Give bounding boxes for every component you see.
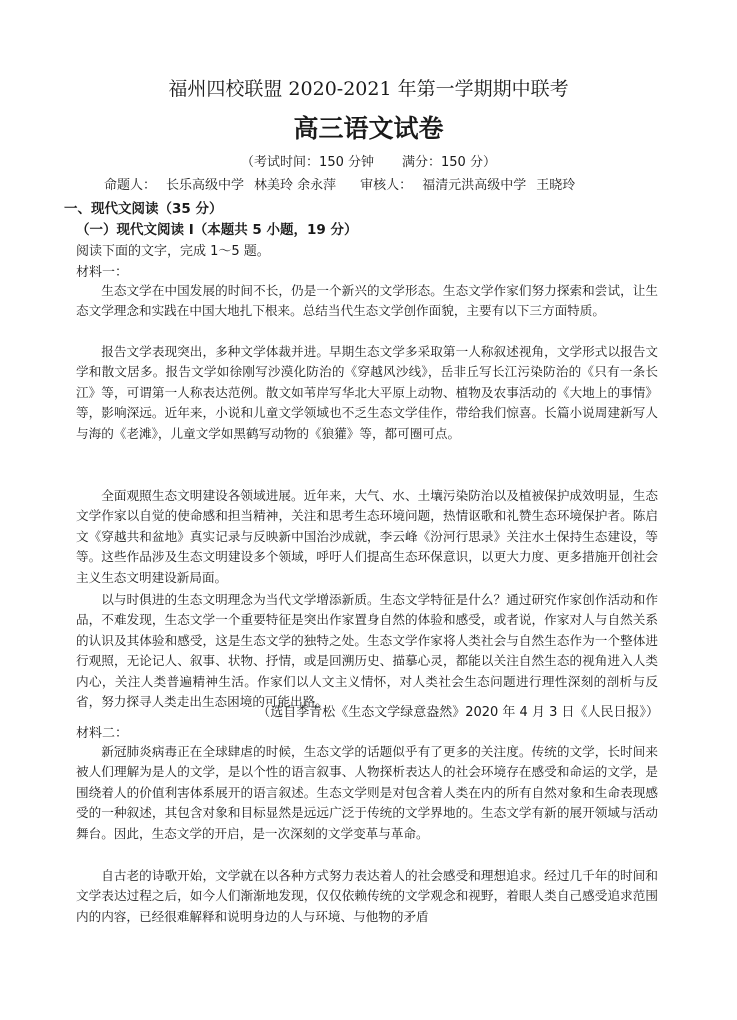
material2-label: 材料二： — [76, 726, 129, 741]
material1-paragraph: 报告文学表现突出，多种文学体裁并进。早期生态文学多采取第一人称叙述视角，文学形式以报告文学和散文居多。报告文学如徐刚写沙漠化防治的《穿越风沙线》，岳非丘写长江污染防治的《只有一条长江》等，可谓第一人称表达范例。散文如苇岸写华北大平原上动物、植物及农事活动的《大地上的事情》等，影响深远。近年来，小说和儿童文学领域也不乏生态文学佳作，带给我们惊喜。长篇小说周建新写人与海的《老滩》，儿童文学如黑鹤写动物的《狼獾》等，都可圈可点。 — [76, 344, 658, 441]
setter-label: 命题人： — [104, 178, 157, 193]
section-heading-1-1: （一）现代文阅读 I（本题共 5 小题，19 分） — [76, 222, 358, 238]
material1-paragraph: 以与时俱进的生态文明理念为当代文学增添新质。生态文学特征是什么？通过研究作家创作活动和作品，不难发现，生态文学一个重要特征是突出作家置身自然的体验和感受，或者说，作家对人与自然关系的认识及其体验和感受，这是生态文学的独特之处。生态文学作家将人类社会与自然生态作为一个整体进行观照，无论记人、叙事、状物、抒情，或是回溯历史、描摹心灵，都能以关注自然生态的视角进入人类内心，关注人类普遍精神生活。作家们以人文主义情怀，对人类社会生态问题进行理性深刻的剖析与反省，努力探寻人类走出生态困境的可能出路。 — [76, 592, 658, 710]
material1-label: 材料一： — [76, 265, 129, 280]
full-score: 满分：150 分） — [402, 155, 496, 170]
section-heading-1: 一、现代文阅读（35 分） — [64, 201, 223, 217]
material2-paragraph: 自古老的诗歌开始，文学就在以各种方式努力表达着人的社会感受和理想追求。经过几千年的时间和文学表达过程之后，如今人们渐渐地发现，仅仅依赖传统的文学观念和视野，着眼人类自己感受追求范围内的内容，已经很难解释和说明身边的人与环境、与他物的矛盾 — [76, 868, 658, 924]
reviewer-label: 审核人： — [360, 178, 413, 193]
exam-title: 福州四校联盟 2020-2021 年第一学期期中联考 — [168, 78, 569, 100]
paper-subtitle: 高三语文试卷 — [293, 114, 444, 143]
exam-time: （考试时间：150 分钟 — [241, 155, 374, 170]
setter-school: 长乐高级中学 — [166, 178, 245, 193]
material1-paragraph: 生态文学在中国发展的时间不长，仍是一个新兴的文学形态。生态文学作家们努力探索和尝试，让生态文学理念和实践在中国大地扎下根来。总结当代生态文学创作面貌，主要有以下三方面特质。 — [76, 283, 658, 319]
exam-info — [0, 156, 737, 169]
setter-names: 林美玲 余永萍 — [254, 178, 337, 193]
reviewer-school: 福清元洪高级中学 — [422, 178, 527, 193]
material1-source: （选自李青松《生态文学绿意盎然》2020 年 4 月 3 日《人民日报》） — [257, 705, 659, 720]
instruction-text: 阅读下面的文字，完成 1～5 题。 — [76, 244, 270, 259]
authors-line — [104, 179, 575, 192]
material1-paragraph: 全面观照生态文明建设各领域进展。近年来，大气、水、土壤污染防治以及植被保护成效明显，生态文学作家以自觉的使命感和担当精神，关注和思考生态环境问题，热情讴歌和礼赞生态环境保护者。陈启文《穿越共和盆地》真实记录与反映新中国治沙成就，李云峰《汾河行思录》关注水土保持生态建设，等等。这些作品涉及生态文明建设多个领域，呼吁人们提高生态环保意识，以更大力度、更多措施开创社会主义生态文明建设新局面。 — [76, 488, 658, 585]
material2-paragraph: 新冠肺炎病毒正在全球肆虐的时候，生态文学的话题似乎有了更多的关注度。传统的文学，长时间来被人们理解为是人的文学，是以个性的语言叙事、人物探析表达人的社会环境存在感受和命运的文学，是围绕着人的价值利害体系展开的语言叙述。生态文学则是对包含着人类在内的所有自然对象和生命表现感受的一种叙述，其包含对象和目标显然是远远广泛于传统的文学界地的。生态文学有新的展开领域与活动舞台。因此，生态文学的开启，是一次深刻的文学变革与革命。 — [76, 744, 658, 841]
reviewer-name: 王晓玲 — [536, 178, 576, 193]
